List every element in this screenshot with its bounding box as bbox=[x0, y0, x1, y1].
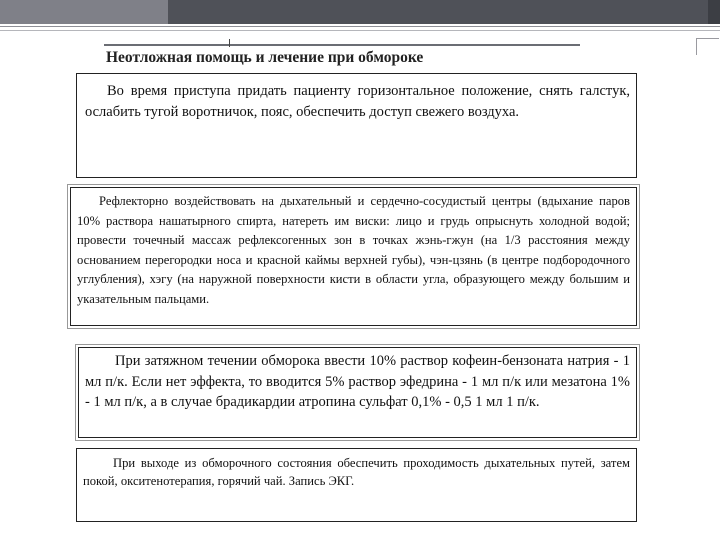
title-rule bbox=[104, 44, 580, 46]
page-title: Неотложная помощь и лечение при обмороке bbox=[106, 49, 424, 66]
paragraph-positioning: Во время приступа придать пациенту горизонтальное положение, снять галстук, ослабить тугой воротничок, пояс, обеспечить доступ свежего воздуха. bbox=[85, 83, 630, 120]
paragraph-prolonged-fainting: При затяжном течении обморока ввести 10% раствор кофеин-бензоната натрия - 1 мл п/к. Если нет эффекта, то вводится 5% раствор эфедрина - 1 мл п/к или мезатона 1% - 1 мл п/к, а в случае брадикардии атропина сульфат 0,1% - 0,5 1 мл 1 п/к. bbox=[85, 353, 630, 410]
title-tick bbox=[229, 39, 230, 47]
top-decor-accent bbox=[0, 0, 168, 24]
text-box-first-aid bbox=[76, 73, 637, 178]
text-box-prolonged bbox=[78, 347, 637, 438]
paragraph-reflex-stimulation: Рефлекторно воздействовать на дыхательный и сердечно-сосудистый центры (вдыхание паров 10% раствора нашатырного спирта, натереть им виски: лицо и грудь опрыснуть холодной водой; провести точечный массаж рефлексогенных зон в точках жэнь-гжун (на 1/3 расстояния между основанием перегородки носа и красной каймы верхней губы), чэн-цзянь (в центре подбородочного углубления), хэгу (на наружной поверхности кисти в области угла, образующего между большим и указательным пальцами. bbox=[77, 194, 630, 306]
text-box-recovery bbox=[76, 448, 637, 522]
text-box-reflex bbox=[70, 187, 637, 326]
paragraph-recovery: При выходе из обморочного состояния обеспечить проходимость дыхательных путей, затем покой, окситенотерапия, горячий чай. Запись ЭКГ. bbox=[83, 456, 630, 488]
decor-line bbox=[0, 30, 720, 31]
decor-line bbox=[0, 26, 720, 27]
corner-decor bbox=[696, 38, 719, 55]
top-decor-right bbox=[708, 0, 720, 24]
